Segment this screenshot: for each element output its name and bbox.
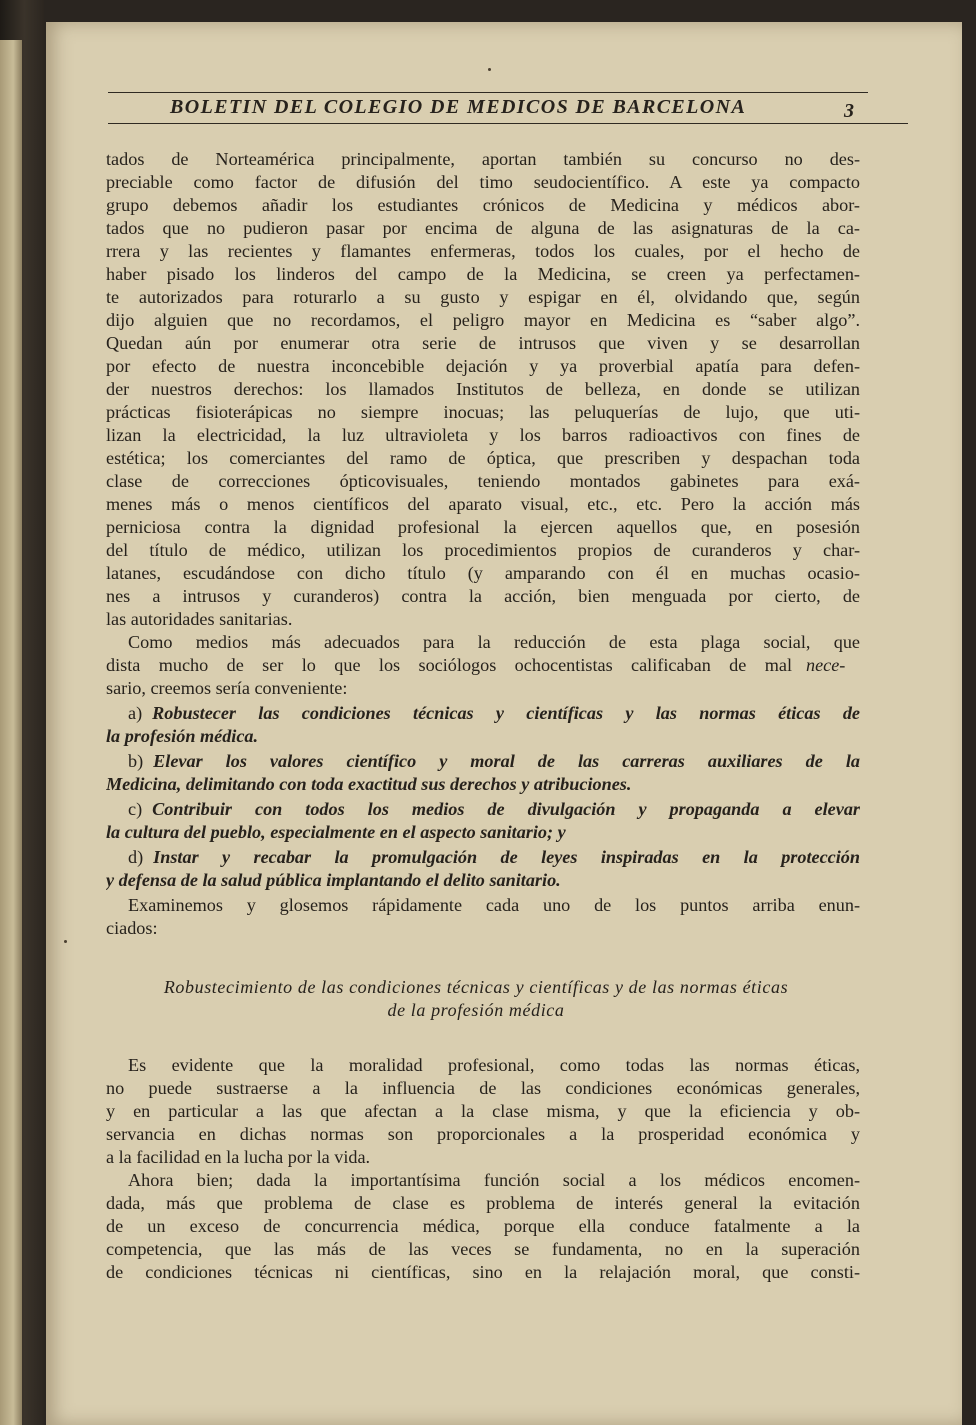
text-line	[106, 677, 860, 699]
text-line: por efecto de nuestra inconcebible dejación y ya proverbial apatía para defen-	[106, 356, 860, 376]
running-title: BOLETIN DEL COLEGIO DE MEDICOS DE BARCELONA	[170, 96, 747, 118]
text-line: perniciosa contra la dignidad profesional la ejercen aquellos que, en posesión	[106, 517, 860, 537]
text-line: dada, más que problema de clase es problema de interés general la evitación	[106, 1193, 860, 1213]
text-line-italic: nece-	[806, 655, 846, 675]
list-item-line	[128, 750, 860, 772]
list-item-line	[128, 702, 860, 724]
list-item-line: y defensa de la salud pública implantando el delito sanitario.	[106, 870, 561, 890]
text-line: lizan la electricidad, la luz ultravioleta y los barros radioactivos con fines de	[106, 425, 860, 445]
text-line: estética; los comerciantes del ramo de óptica, que prescriben y despachan toda	[106, 448, 860, 468]
text-line: tados que no pudieron pasar por encima de alguna de las asignaturas de la ca-	[106, 218, 860, 238]
text-line: te autorizados para roturarlo a su gusto y espigar en él, olvidando que, según	[106, 287, 860, 307]
list-item-line: la profesión médica.	[106, 726, 259, 746]
text-line: competencia, que las más de las veces se fundamenta, no en la superación	[106, 1239, 860, 1259]
text-line: Es evidente que la moralidad profesional, como todas las normas éticas,	[128, 1055, 860, 1075]
text-line: nes a intrusos y curanderos) contra la acción, bien menguada por cierto, de	[106, 586, 860, 606]
text-line: grupo debemos añadir los estudiantes crónicos de Medicina y médicos abor-	[106, 195, 860, 215]
text-line: Como medios más adecuados para la reducción de esta plaga social, que	[128, 632, 860, 652]
item-label: b)	[128, 751, 144, 771]
text-line: Quedan aún por enumerar otra serie de intrusos que viven y se desarrollan	[106, 333, 860, 353]
item-label: c)	[128, 799, 143, 819]
item-label: d)	[128, 847, 144, 867]
left-page-edge	[0, 40, 22, 1425]
text-line: rrera y las recientes y flamantes enfermeras, todos los cuales, por el hecho de	[106, 241, 860, 261]
text-line: dista mucho de ser lo que los sociólogos ochocentistas calificaban de mal	[106, 655, 792, 675]
text-line: las autoridades sanitarias.	[106, 609, 293, 629]
page-number: 3	[844, 100, 854, 122]
list-item-line	[128, 846, 860, 868]
text-line: der nuestros derechos: los llamados Institutos de belleza, en donde se utilizan	[106, 379, 860, 399]
text-line: Ahora bien; dada la importantísima función social a los médicos encomen-	[128, 1170, 860, 1190]
text-line: servancia en dichas normas son proporcionales a la prosperidad económica y	[106, 1124, 860, 1144]
item-text: Contribuir con todos los medios de divulgación y propaganda a elevar	[152, 799, 860, 819]
item-label: a)	[128, 703, 143, 723]
text-line: ciados:	[106, 918, 158, 938]
list-item-line: la cultura del pueblo, especialmente en el aspecto sanitario; y	[106, 822, 566, 842]
text-line: y en particular a las que afectan a la clase misma, y que la eficiencia y ob-	[106, 1101, 860, 1121]
text-line: haber pisado los linderos del campo de la Medicina, se creen ya perfectamen-	[106, 264, 860, 284]
text-line: a la facilidad en la lucha por la vida.	[106, 1147, 371, 1167]
text-line: menes más o menos científicos del aparato visual, etc., etc. Pero la acción más	[106, 494, 860, 514]
text-line: preciable como factor de difusión del timo seudocientífico. A este ya compacto	[106, 172, 860, 192]
text-line: tados de Norteamérica principalmente, aportan también su concurso no des-	[106, 149, 860, 169]
list-item-line	[128, 798, 860, 820]
text-line: dijo alguien que no recordamos, el peligro mayor en Medicina es “saber algo”.	[106, 310, 860, 330]
paper-speck	[64, 940, 67, 943]
list-item-line: Medicina, delimitando con toda exactitud sus derechos y atribuciones.	[106, 774, 632, 794]
item-text: Elevar los valores científico y moral de las carreras auxiliares de la	[153, 751, 860, 771]
text-line: latanes, escudándose con dicho título (y amparando con él en muchas ocasio-	[106, 563, 860, 583]
section-heading-line: de la profesión médica	[387, 1000, 565, 1020]
text-line: clase de correcciones ópticovisuales, teniendo montados gabinetes para exá-	[106, 471, 860, 491]
section-heading-line: Robustecimiento de las condiciones técnicas y científicas y de las normas éticas	[163, 977, 789, 997]
text-line: de un exceso de concurrencia médica, porque ella conduce fatalmente a la	[106, 1216, 860, 1236]
text-line: de condiciones técnicas ni científicas, sino en la relajación moral, que consti-	[106, 1262, 860, 1282]
header-rule	[108, 123, 908, 124]
text-line: Examinemos y glosemos rápidamente cada uno de los puntos arriba enun-	[128, 895, 860, 915]
text-line: no puede sustraerse a la influencia de las condiciones económicas generales,	[106, 1078, 860, 1098]
text-run: sario, creemos sería conveniente:	[106, 678, 348, 698]
item-text: Robustecer las condiciones técnicas y científicas y las normas éticas de	[152, 703, 860, 723]
paper-speck	[488, 68, 491, 71]
item-text: Instar y recabar la promulgación de leyes inspiradas en la protección	[153, 847, 860, 867]
book-page	[46, 22, 962, 1425]
text-line: prácticas fisioterápicas no siempre inocuas; las peluquerías de lujo, que uti-	[106, 402, 860, 422]
text-line: del título de médico, utilizan los procedimientos propios de curanderos y char-	[106, 540, 860, 560]
